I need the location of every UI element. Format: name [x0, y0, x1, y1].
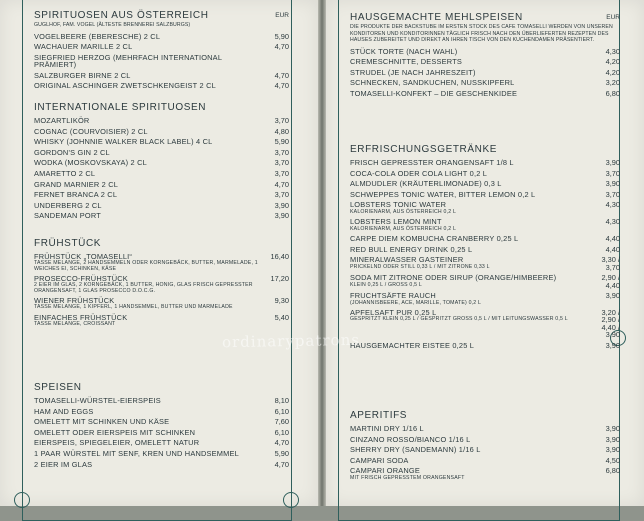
- menu-item-price: 6,10: [274, 406, 289, 416]
- menu-item-description: TASSE MELANGE, CROISSANT: [34, 321, 116, 328]
- menu-item: [350, 342, 620, 349]
- menu-item-text: [34, 191, 117, 198]
- menu-item-price: 4,50: [605, 455, 620, 465]
- menu-item-name: SCHWEPPES TONIC WATER, BITTER LEMON 0,2 L: [350, 189, 536, 199]
- menu-item-name: PROSECCO-FRÜHSTÜCK: [34, 274, 128, 283]
- menu-item-text: [34, 202, 102, 209]
- menu-item-price: 4,30: [605, 217, 620, 227]
- menu-item: [350, 467, 620, 481]
- menu-item-price: 3,70: [274, 158, 289, 168]
- menu-item-price: 4,70: [274, 42, 289, 52]
- menu-item: [34, 202, 289, 209]
- menu-item-text: [34, 117, 89, 124]
- menu-item-text: [34, 72, 131, 79]
- bakery-description: DIE PRODUKTE DER BACKSTUBE IM ERSTEN STOCK DES CAFE TOMASELLI WERDEN VON UNSEREN KONDITOREN UND KONDITORINNEN TÄGLICH FRISCH NACH DEN ÜBERLIEFERTEN REZEPTEN DES HAUSES ZUBEREITET UND DIREKT AN IHREN TISCH VON DEN KUCHENDAMEN PRÄSENTIERT.: [350, 24, 613, 43]
- menu-item-name: AMARETTO 2 CL: [34, 168, 96, 178]
- section-mehlspeisen: [350, 10, 620, 100]
- menu-item-name: WODKA (MOSKOVSKAYA) 2 CL: [34, 158, 147, 168]
- menu-item: [350, 58, 620, 65]
- menu-item: [34, 170, 289, 177]
- menu-item-description: GESPRITZT KLEIN 0,25 L / GESPRITZT GROSS 0,5 L / MIT LEITUNGSWASSER 0,5 L: [350, 316, 568, 323]
- menu-item: [34, 33, 289, 40]
- menu-item-price: 6,80: [605, 466, 620, 476]
- menu-item-price: 5,90: [274, 31, 289, 41]
- menu-item: [350, 256, 620, 271]
- menu-item-text: [350, 218, 456, 232]
- menu-item-price: 3,90: [605, 158, 620, 167]
- menu-item: [34, 397, 289, 404]
- menu-item-text: [34, 149, 110, 156]
- menu-item-description: KLEIN 0,25 L / GROSS 0,5 L: [350, 281, 422, 288]
- menu-item-description: TASSE MELANGE, 1 KIPFERL, 1 HANDSEMMEL, BUTTER UND MARMELADE: [34, 304, 233, 311]
- menu-item: [350, 292, 620, 306]
- menu-item: [350, 246, 620, 253]
- menu-item-name: COCA-COLA ODER COLA LIGHT 0,2 L: [350, 168, 488, 178]
- menu-item-text: [350, 159, 514, 166]
- menu-item: [350, 446, 620, 453]
- menu-item: [34, 408, 289, 415]
- menu-item-price: 4,40: [605, 233, 620, 243]
- menu-item-name: SALZBURGER BIRNE 2 CL: [34, 70, 131, 80]
- menu-item-price: 4,30: [605, 200, 620, 210]
- menu-item-price: 16,40: [270, 252, 289, 261]
- item-list: [350, 159, 620, 349]
- menu-item-price: 4,20: [605, 57, 620, 67]
- menu-item-text: [350, 342, 474, 349]
- menu-item-name: 1 PAAR WÜRSTEL MIT SENF, KREN UND HANDSEMMEL: [34, 448, 239, 458]
- book-gutter: [318, 0, 326, 506]
- menu-item-name: APFELSAFT PUR 0,25 L: [350, 307, 437, 317]
- item-list: [34, 253, 289, 327]
- menu-item-text: [34, 54, 262, 69]
- menu-item-text: [350, 191, 535, 198]
- menu-item-name: 2 EIER IM GLAS: [34, 459, 93, 469]
- menu-item-name: WACHAUER MARILLE 2 CL: [34, 42, 133, 52]
- item-list: [350, 425, 620, 481]
- menu-item-description: 2 EIER IM GLAS, 2 KORNGEBÄCK, 1 BUTTER, HONIG, GLAS FRISCH GEPRESSTER ORANGENSAFT, 1 GLAS PROSECCO D.O.C.G.: [34, 282, 253, 294]
- menu-item-name: TOMASELLI-KONFEKT – DIE GESCHENKIDEE: [350, 88, 518, 98]
- menu-item: [34, 149, 289, 156]
- menu-item: [350, 159, 620, 166]
- currency-label: EUR: [606, 14, 620, 21]
- menu-item-price: 3,20 / 2,90 / 4,40 / 3,90: [601, 307, 620, 340]
- menu-item-price: 3,70: [274, 168, 289, 178]
- menu-item-text: [350, 457, 409, 464]
- menu-item-price: 4,70: [274, 81, 289, 91]
- menu-item-price: 4,70: [274, 179, 289, 189]
- section-fruehstueck: [34, 236, 289, 331]
- menu-item-description: PRICKELND ODER STILL 0,33 L / MIT ZITRONE 0,33 L: [350, 263, 490, 270]
- menu-item: [350, 90, 620, 97]
- menu-item-name: CARPE DIEM KOMBUCHA CRANBERRY 0,25 L: [350, 233, 519, 243]
- menu-item-name: WIENER FRÜHSTÜCK: [34, 296, 115, 305]
- menu-item-price: 4,80: [274, 126, 289, 136]
- menu-item-price: 6,80: [605, 88, 620, 98]
- menu-item-text: [350, 256, 490, 270]
- menu-item: [34, 297, 289, 311]
- menu-item-text: [34, 408, 93, 415]
- menu-item-name: UNDERBERG 2 CL: [34, 200, 102, 210]
- section-oesterreich: [34, 8, 289, 93]
- menu-item-name: SHERRY DRY (SANDEMANN) 1/16 L: [350, 445, 481, 455]
- menu-item-name: WHISKY (JOHNNIE WALKER BLACK LABEL) 4 CL: [34, 137, 213, 147]
- menu-item: [34, 181, 289, 188]
- menu-item-name: RED BULL ENERGY DRINK 0,25 L: [350, 244, 473, 254]
- menu-item: [34, 429, 289, 436]
- menu-item-text: [350, 69, 476, 76]
- menu-item: [350, 457, 620, 464]
- menu-item-price: 17,20: [270, 274, 289, 283]
- menu-item-price: 3,90: [605, 445, 620, 455]
- menu-item-price: 3,90: [605, 340, 620, 350]
- menu-item-text: [34, 170, 95, 177]
- currency-label: EUR: [275, 12, 289, 19]
- menu-item-text: [34, 450, 239, 457]
- menu-item-text: [34, 33, 160, 40]
- menu-item-name: EIERSPEIS, SPIEGELEIER, OMELETT NATUR: [34, 438, 200, 448]
- menu-item-text: [34, 181, 118, 188]
- menu-item-name: HAM AND EGGS: [34, 406, 94, 416]
- menu-item: [34, 159, 289, 166]
- menu-item-text: [34, 314, 127, 328]
- menu-item-price: 3,90: [605, 434, 620, 444]
- menu-item-text: [34, 439, 199, 446]
- menu-item-name: SIEGFRIED HERZOG (MEHRFACH INTERNATIONAL PRÄMIERT): [34, 52, 222, 70]
- menu-item: [350, 48, 620, 55]
- menu-item-text: [34, 461, 92, 468]
- producer-note: GUGLHOF, FAM. VOGEL (ÄLTESTE BRENNEREI SALZBURGS): [34, 22, 191, 28]
- menu-item-price: 3,70: [605, 189, 620, 199]
- menu-item: [34, 138, 289, 145]
- menu-item-text: [350, 467, 465, 481]
- item-list: [34, 397, 289, 468]
- menu-item-text: [34, 275, 270, 294]
- menu-item: [350, 309, 620, 339]
- menu-item-text: [350, 235, 518, 242]
- menu-item-price: 4,20: [605, 67, 620, 77]
- section-title: ERFRISCHUNGSGETRÄNKE: [350, 144, 498, 155]
- menu-item-text: [350, 90, 517, 97]
- menu-item-price: 4,70: [274, 70, 289, 80]
- item-list: [350, 48, 620, 98]
- menu-item-price: 3,90: [605, 179, 620, 189]
- menu-item-price: 9,30: [274, 296, 289, 305]
- menu-item-text: [350, 48, 457, 55]
- menu-item-text: [34, 212, 101, 219]
- menu-item-text: [34, 429, 195, 436]
- menu-item-text: [350, 170, 487, 177]
- section-speisen: [34, 380, 289, 471]
- menu-item-name: STRUDEL (JE NACH JAHRESZEIT): [350, 67, 476, 77]
- menu-item: [34, 450, 289, 457]
- menu-item-name: ALMDUDLER (KRÄUTERLIMONADE) 0,3 L: [350, 179, 502, 189]
- menu-item-price: 3,30 / 3,70: [601, 255, 620, 272]
- menu-item-name: HAUSGEMACHTER EISTEE 0,25 L: [350, 340, 475, 350]
- menu-item-price: 5,90: [274, 448, 289, 458]
- menu-item: [350, 235, 620, 242]
- menu-item: [350, 425, 620, 432]
- menu-item-text: [34, 418, 169, 425]
- menu-item-name: OMELETT ODER EIERSPEIS MIT SCHINKEN: [34, 427, 196, 437]
- menu-item-text: [34, 397, 161, 404]
- menu-item-text: [350, 246, 472, 253]
- menu-item-price: 4,30: [605, 46, 620, 56]
- menu-item-description: KALORIENARM, AUS ÖSTERREICH 0,2 L: [350, 225, 457, 232]
- menu-item-price: 3,90: [274, 211, 289, 221]
- menu-item-name: EINFACHES FRÜHSTÜCK: [34, 312, 128, 322]
- menu-item-price: 3,70: [274, 147, 289, 157]
- menu-item-name: MOZARTLIKÖR: [34, 116, 90, 125]
- menu-item: [34, 461, 289, 468]
- menu-item-name: CAMPARI SODA: [350, 455, 409, 465]
- menu-item-text: [34, 43, 132, 50]
- menu-item: [34, 54, 289, 69]
- menu-item-price: 2,90 / 4,40: [601, 273, 620, 290]
- menu-item-name: CINZANO ROSSO/BIANCO 1/16 L: [350, 434, 471, 444]
- section-title: FRÜHSTÜCK: [34, 238, 102, 249]
- menu-item-price: 5,40: [274, 312, 289, 322]
- menu-item-name: COGNAC (COURVOISIER) 2 CL: [34, 126, 148, 136]
- menu-item-price: 3,90: [274, 200, 289, 210]
- section-aperitifs: [350, 408, 620, 484]
- menu-item-text: [350, 274, 556, 288]
- section-title: SPEISEN: [34, 382, 82, 393]
- menu-item-name: SODA MIT ZITRONE ODER SIRUP (ORANGE/HIMBEERE): [350, 273, 557, 283]
- menu-item-name: CAMPARI ORANGE: [350, 466, 421, 476]
- menu-item-text: [350, 180, 502, 187]
- section-getraenke: [350, 142, 620, 352]
- menu-item: [34, 418, 289, 425]
- menu-item-name: LOBSTERS TONIC WATER: [350, 200, 447, 210]
- menu-item-text: [34, 253, 268, 272]
- menu-item-name: MINERALWASSER GASTEINER: [350, 255, 464, 265]
- menu-item-text: [34, 159, 147, 166]
- menu-item-price: 8,10: [274, 396, 289, 405]
- menu-item: [350, 79, 620, 86]
- photo-watermark: ordinarypatrons: [221, 330, 361, 352]
- menu-item: [34, 314, 289, 328]
- menu-item-name: ORIGINAL ASCHINGER ZWETSCHKENGEIST 2 CL: [34, 81, 216, 91]
- menu-item: [350, 274, 620, 289]
- menu-item: [34, 128, 289, 135]
- section-title: INTERNATIONALE SPIRITUOSEN: [34, 102, 207, 113]
- menu-item-name: GRAND MARNIER 2 CL: [34, 179, 119, 189]
- menu-item: [34, 275, 289, 294]
- menu-item-name: GORDON'S GIN 2 CL: [34, 147, 110, 157]
- menu-item-price: 7,60: [274, 417, 289, 427]
- section-title: HAUSGEMACHTE MEHLSPEISEN: [350, 12, 523, 23]
- menu-item-price: 3,70: [274, 116, 289, 125]
- menu-item: [34, 117, 289, 124]
- menu-item-name: MARTINI DRY 1/16 L: [350, 424, 424, 433]
- menu-item-description: (JOHANNISBEERE, ACE, MARILLE, TOMATE) 0,2 L: [350, 299, 482, 306]
- menu-item-price: 3,90: [605, 424, 620, 433]
- menu-item: [350, 69, 620, 76]
- menu-item: [350, 218, 620, 232]
- menu-item: [350, 180, 620, 187]
- menu-item-text: [350, 446, 481, 453]
- menu-item-price: 6,10: [274, 427, 289, 437]
- menu-item-price: 5,90: [274, 137, 289, 147]
- menu-item-name: STÜCK TORTE (NACH WAHL): [350, 46, 458, 56]
- menu-item: [350, 201, 620, 215]
- menu-item: [34, 253, 289, 272]
- menu-item-name: LOBSTERS LEMON MINT: [350, 217, 442, 227]
- menu-item-price: 4,70: [274, 438, 289, 448]
- menu-item-text: [34, 128, 148, 135]
- section-title: SPIRITUOSEN AUS ÖSTERREICH: [34, 10, 209, 21]
- menu-item-name: SANDEMAN PORT: [34, 211, 101, 221]
- menu-item-name: FRISCH GEPRESSTER ORANGENSAFT 1/8 L: [350, 158, 514, 167]
- menu-item: [350, 436, 620, 443]
- menu-item: [34, 43, 289, 50]
- menu-item-text: [350, 436, 470, 443]
- menu-item: [34, 191, 289, 198]
- menu-item: [350, 191, 620, 198]
- menu-item-text: [350, 58, 462, 65]
- menu-item-price: 4,70: [274, 459, 289, 469]
- item-list: [34, 33, 289, 90]
- menu-item-description: MIT FRISCH GEPRESSTEM ORANGENSAFT: [350, 474, 465, 481]
- section-title: APERITIFS: [350, 410, 408, 421]
- menu-item: [34, 82, 289, 89]
- menu-item-name: OMELETT MIT SCHINKEN UND KÄSE: [34, 417, 170, 427]
- menu-item-name: SCHNECKEN, SANDKUCHEN, NUSSKIPFERL: [350, 78, 515, 88]
- item-list: [34, 117, 289, 220]
- menu-item-price: 3,90: [605, 291, 620, 301]
- menu-item: [34, 439, 289, 446]
- menu-item: [350, 170, 620, 177]
- menu-item: [34, 72, 289, 79]
- menu-item-text: [350, 309, 568, 323]
- menu-item-name: TOMASELLI-WÜRSTEL-EIERSPEIS: [34, 396, 161, 405]
- menu-item-name: FRUCHTSÄFTE RAUCH: [350, 291, 436, 301]
- menu-item-text: [34, 82, 216, 89]
- menu-item-text: [350, 79, 515, 86]
- menu-item-name: FRÜHSTÜCK „TOMASELLI“: [34, 252, 133, 261]
- menu-item-name: FERNET BRANCA 2 CL: [34, 190, 118, 200]
- menu-item-text: [350, 292, 481, 306]
- menu-item-text: [350, 201, 456, 215]
- menu-item-price: 3,70: [274, 190, 289, 200]
- menu-item: [34, 212, 289, 219]
- menu-item-price: 4,40: [605, 244, 620, 254]
- menu-item-description: TASSE MELANGE, 2 HANDSEMMELN ODER KORNGEBÄCK, BUTTER, MARMELADE, 1 WEICHES EI, SCHINKEN, KÄSE: [34, 260, 258, 272]
- menu-item-description: KALORIENARM, AUS ÖSTERREICH 0,2 L: [350, 208, 457, 215]
- menu-item-name: CREMESCHNITTE, DESSERTS: [350, 57, 463, 67]
- menu-item-text: [350, 425, 424, 432]
- menu-item-price: 3,20: [605, 78, 620, 88]
- menu-item-text: [34, 297, 233, 311]
- menu-item-price: 3,70: [605, 168, 620, 178]
- section-international: [34, 100, 289, 223]
- menu-item-text: [34, 138, 212, 145]
- menu-item-name: VOGELBEERE (EBERESCHE) 2 CL: [34, 31, 161, 41]
